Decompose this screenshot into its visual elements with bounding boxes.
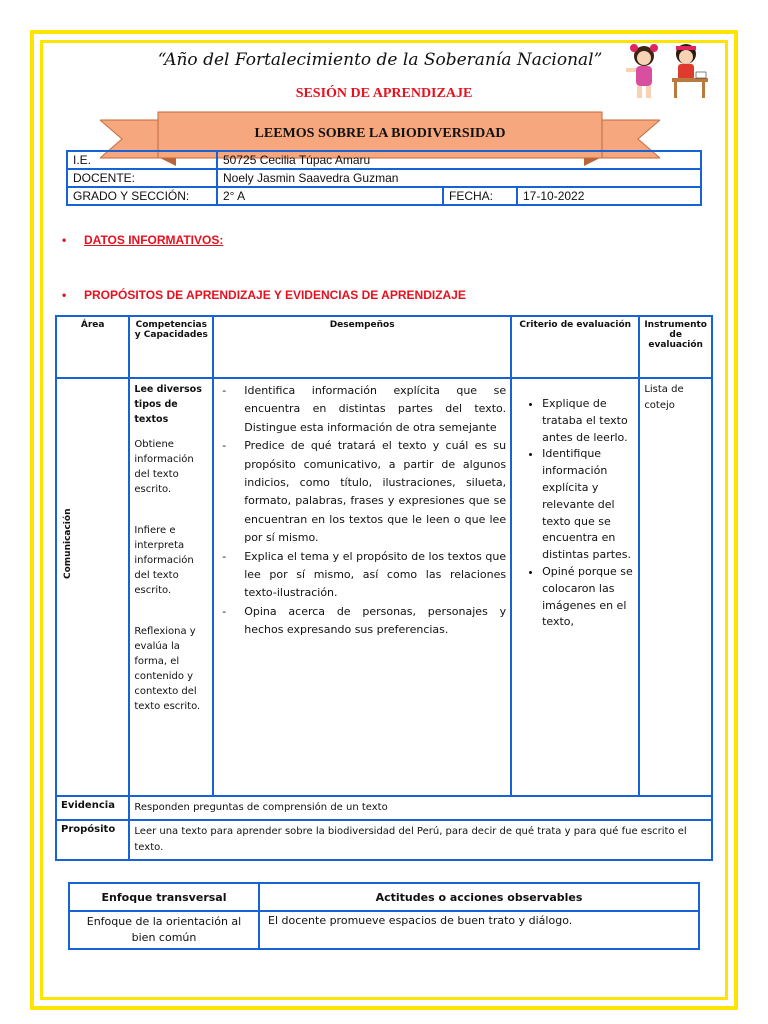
docente-label: DOCENTE: [67,169,217,187]
fecha-value: 17-10-2022 [517,187,701,205]
evidencia-text: Responden preguntas de comprensión de un texto [129,796,712,820]
desempeno-item: - Predice de qué tratará el texto y cuál es su propósito comunicativo, a partir de algunos indicios, como título, ilustraciones, silueta, formato, palabras, frases y expresiones que se encuentran en los textos que le leen o que lee por sí mismo. [218,437,506,547]
fecha-label: FECHA: [443,187,517,205]
area-cell [56,378,129,796]
bullet-icon: • [62,288,67,302]
capacidad-item: Infiere e interpreta información del texto escrito. [134,525,194,596]
capacidad-item: Obtiene información del texto escrito. [134,439,194,495]
header-competencias: Competencias y Capacidades [129,316,213,378]
criterio-item: • Opiné porque se colocaron las imágenes en el texto, [542,564,634,631]
bullet-icon: • [62,233,67,247]
header-instrumento: Instrumento de evaluación [639,316,712,378]
enfoque-value: Enfoque de la orientación al bien común [69,911,259,949]
desempenos-cell [213,378,511,796]
learning-table [55,315,713,861]
kids-illustration [622,38,714,100]
ie-label: I.E. [67,151,217,169]
criterio-cell [511,378,639,796]
actitudes-header: Actitudes o acciones observables [259,883,699,911]
grado-value: 2° A [217,187,443,205]
area-label: Comunicación [63,508,73,579]
heading-datos-informativos: • DATOS INFORMATIVOS: [62,233,224,247]
header-desempenos: Desempeños [213,316,511,378]
capacidad-item: Reflexiona y evalúa la forma, el contenido y contexto del texto escrito. [134,626,201,712]
competencias-cell [129,378,213,796]
desempeno-item: - Identifica información explícita que se encuentra en distintas partes del texto. Distingue esta información de otra semejante [218,382,506,437]
header-criterio: Criterio de evaluación [511,316,639,378]
criterio-item: • Identifique información explícita y relevante del texto que se encuentra en distintas partes. [542,446,634,564]
year-title: “Año del Fortalecimiento de la Soberanía Nacional” [157,50,603,70]
header-area: Área [56,316,129,378]
ie-value: 50725 Cecilia Túpac Amaru [217,151,701,169]
enfoque-table [68,882,700,950]
info-table [66,150,702,206]
docente-value: Noely Jasmin Saavedra Guzman [217,169,701,187]
session-title: SESIÓN DE APRENDIZAJE [295,86,473,101]
heading-propositos: • PROPÓSITOS DE APRENDIZAJE Y EVIDENCIAS DE APRENDIZAJE [62,288,466,302]
grado-label: GRADO Y SECCIÓN: [67,187,217,205]
instrumento-cell: Lista de cotejo [639,378,712,796]
proposito-text: Leer una texto para aprender sobre la biodiversidad del Perú, para decir de qué trata y para qué fue escrito el texto. [129,820,712,860]
proposito-label: Propósito [56,820,129,860]
competencia-title: Lee diversos tipos de textos [134,384,202,425]
enfoque-header: Enfoque transversal [69,883,259,911]
desempeno-item: - Opina acerca de personas, personajes y hechos expresando sus preferencias. [218,603,506,640]
evidencia-label: Evidencia [56,796,129,820]
criterio-item: • Explique de trataba el texto antes de leerlo. [542,396,634,446]
actitud-value: El docente promueve espacios de buen trato y diálogo. [259,911,699,949]
ribbon-title: LEEMOS SOBRE LA BIODIVERSIDAD [254,126,506,141]
desempeno-item: - Explica el tema y el propósito de los textos que lee por sí mismo, así como las relaciones texto-ilustración. [218,548,506,603]
